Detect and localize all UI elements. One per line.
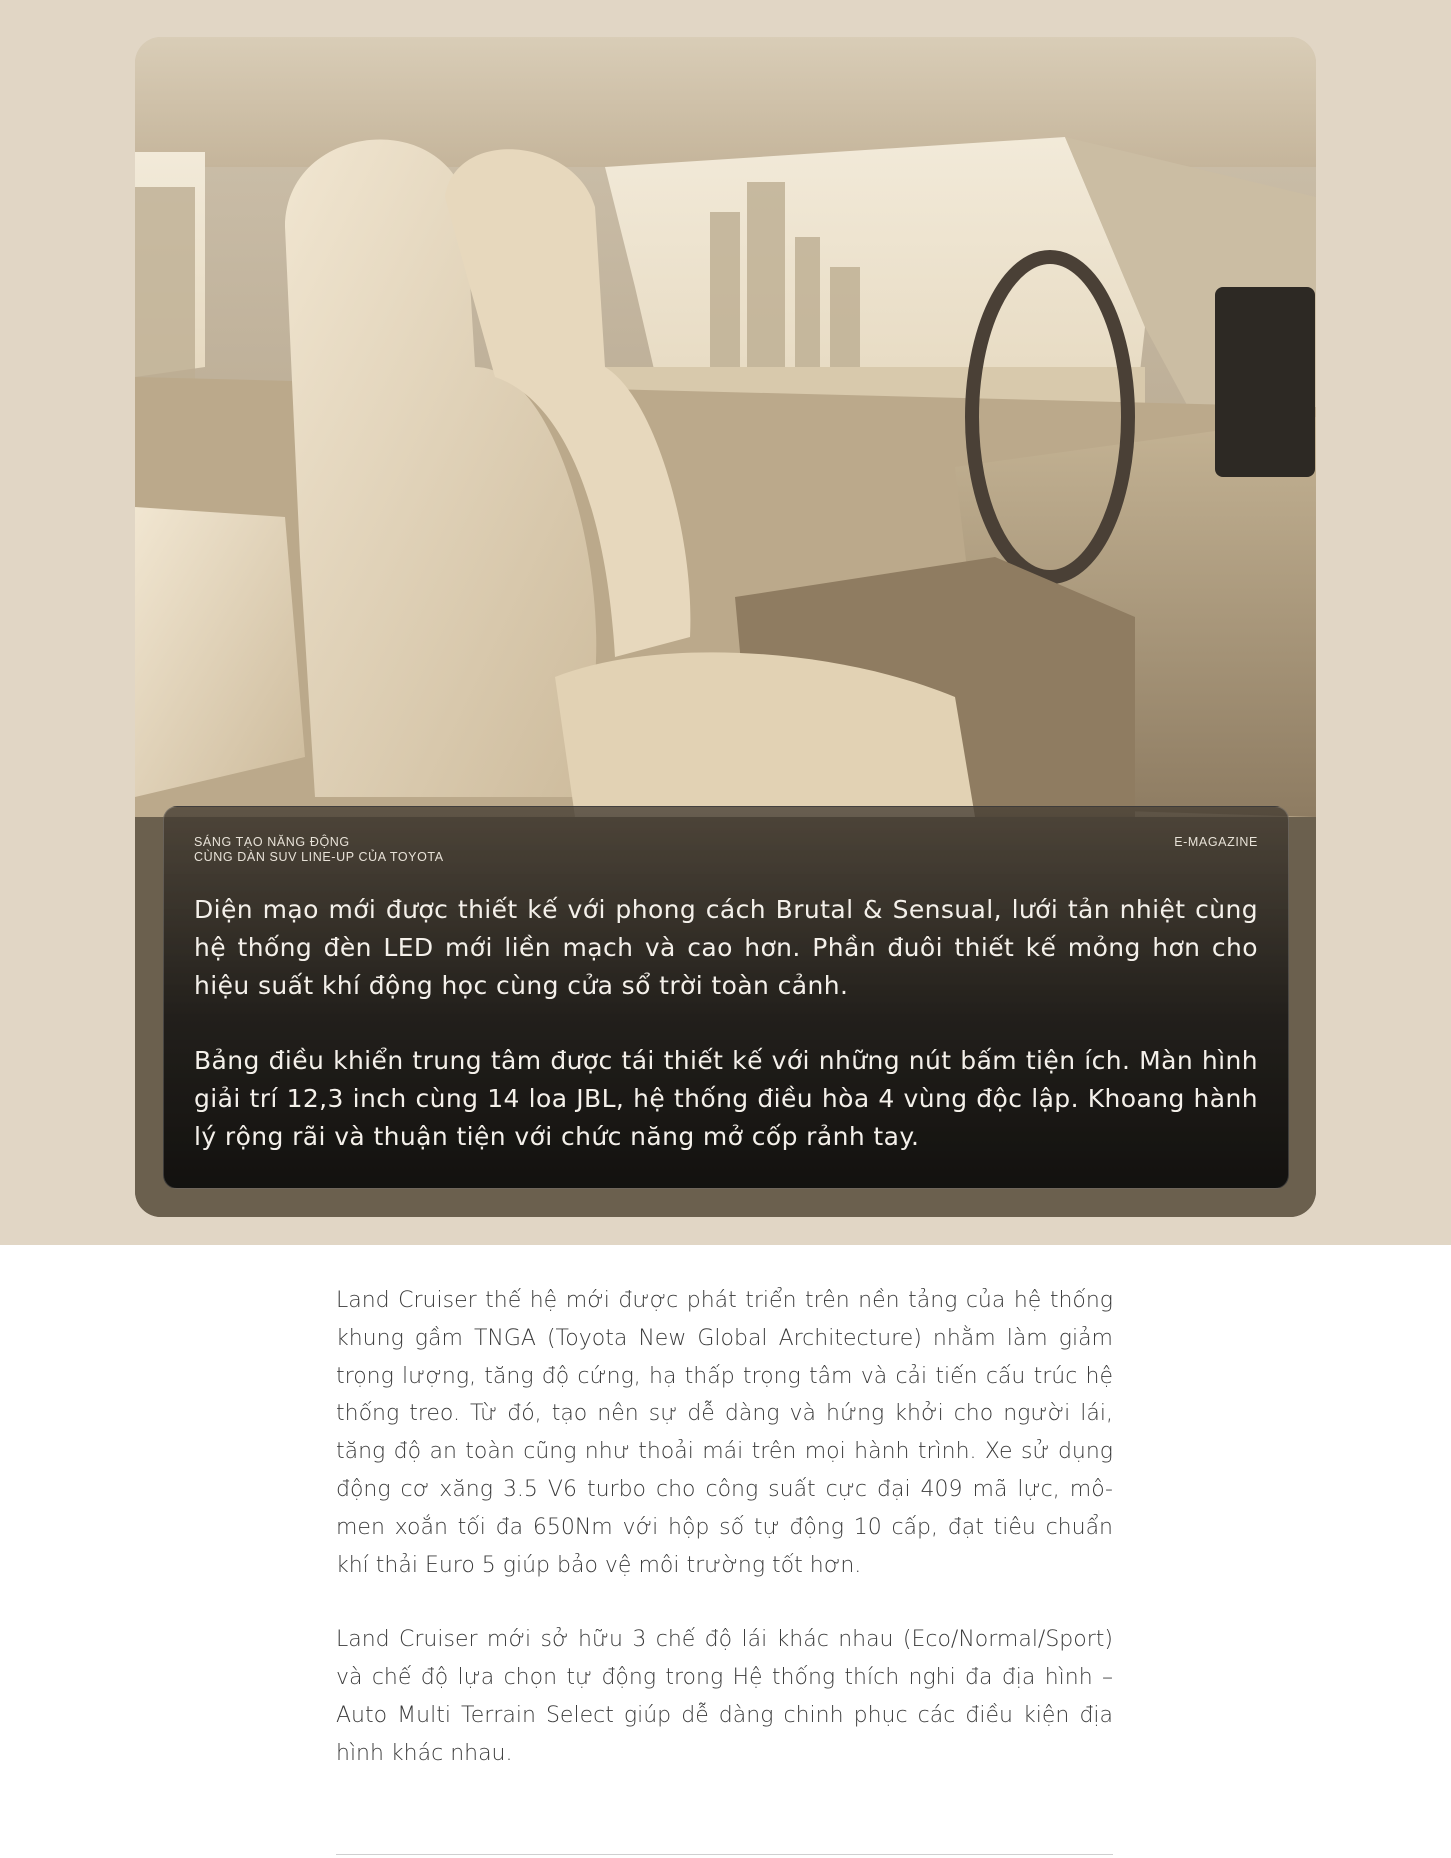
caption-panel	[163, 806, 1289, 1189]
article-divider	[336, 1854, 1113, 1855]
headliner	[135, 37, 1316, 167]
caption-text	[194, 891, 1258, 1156]
infotainment-screen	[1215, 287, 1315, 477]
e-magazine-tag: E-MAGAZINE	[1174, 835, 1258, 849]
caption-paragraph-2: Bảng điều khiển trung tâm được tái thiết kế với những nút bấm tiện ích. Màn hình giải trí 12,3 inch cùng 14 loa JBL, hệ thống điều hòa 4 vùng độc lập. Khoang hành lý rộng rãi và thuận tiện với chức năng mở cốp rảnh tay.	[194, 1046, 1258, 1151]
article-body	[336, 1282, 1113, 1773]
series-title	[194, 835, 444, 865]
series-title-line2: CÙNG DÀN SUV LINE-UP CỦA TOYOTA	[194, 850, 444, 864]
series-title-line1: SÁNG TẠO NĂNG ĐỘNG	[194, 835, 350, 849]
article-paragraph-1: Land Cruiser thế hệ mới được phát triển trên nền tảng của hệ thống khung gầm TNGA (Toyota New Global Architecture) nhằm làm giảm trọng lượng, tăng độ cứng, hạ thấp trọng tâm và cải tiến cấu trúc hệ thống treo. Từ đó, tạo nên sự dễ dàng và hứng khởi cho người lái, tăng độ an toàn cũng như thoải mái trên mọi hành trình. Xe sử dụng động cơ xăng 3.5 V6 turbo cho công suất cực đại 409 mã lực, mô-men xoắn tối đa 650Nm với hộp số tự động 10 cấp, đạt tiêu chuẩn khí thải Euro 5 giúp bảo vệ môi trường tốt hơn.	[336, 1288, 1113, 1578]
caption-paragraph-1: Diện mạo mới được thiết kế với phong cách Brutal & Sensual, lưới tản nhiệt cùng hệ thống đèn LED mới liền mạch và cao hơn. Phần đuôi thiết kế mỏng hơn cho hiệu suất khí động học cùng cửa sổ trời toàn cảnh.	[194, 895, 1258, 1000]
rear-seat	[135, 507, 305, 797]
article-paragraph-2: Land Cruiser mới sở hữu 3 chế độ lái khác nhau (Eco/Normal/Sport) và chế độ lựa chọn tự động trong Hệ thống thích nghi đa địa hình – Auto Multi Terrain Select giúp dễ dàng chinh phục các điều kiện địa hình khác nhau.	[336, 1627, 1113, 1766]
